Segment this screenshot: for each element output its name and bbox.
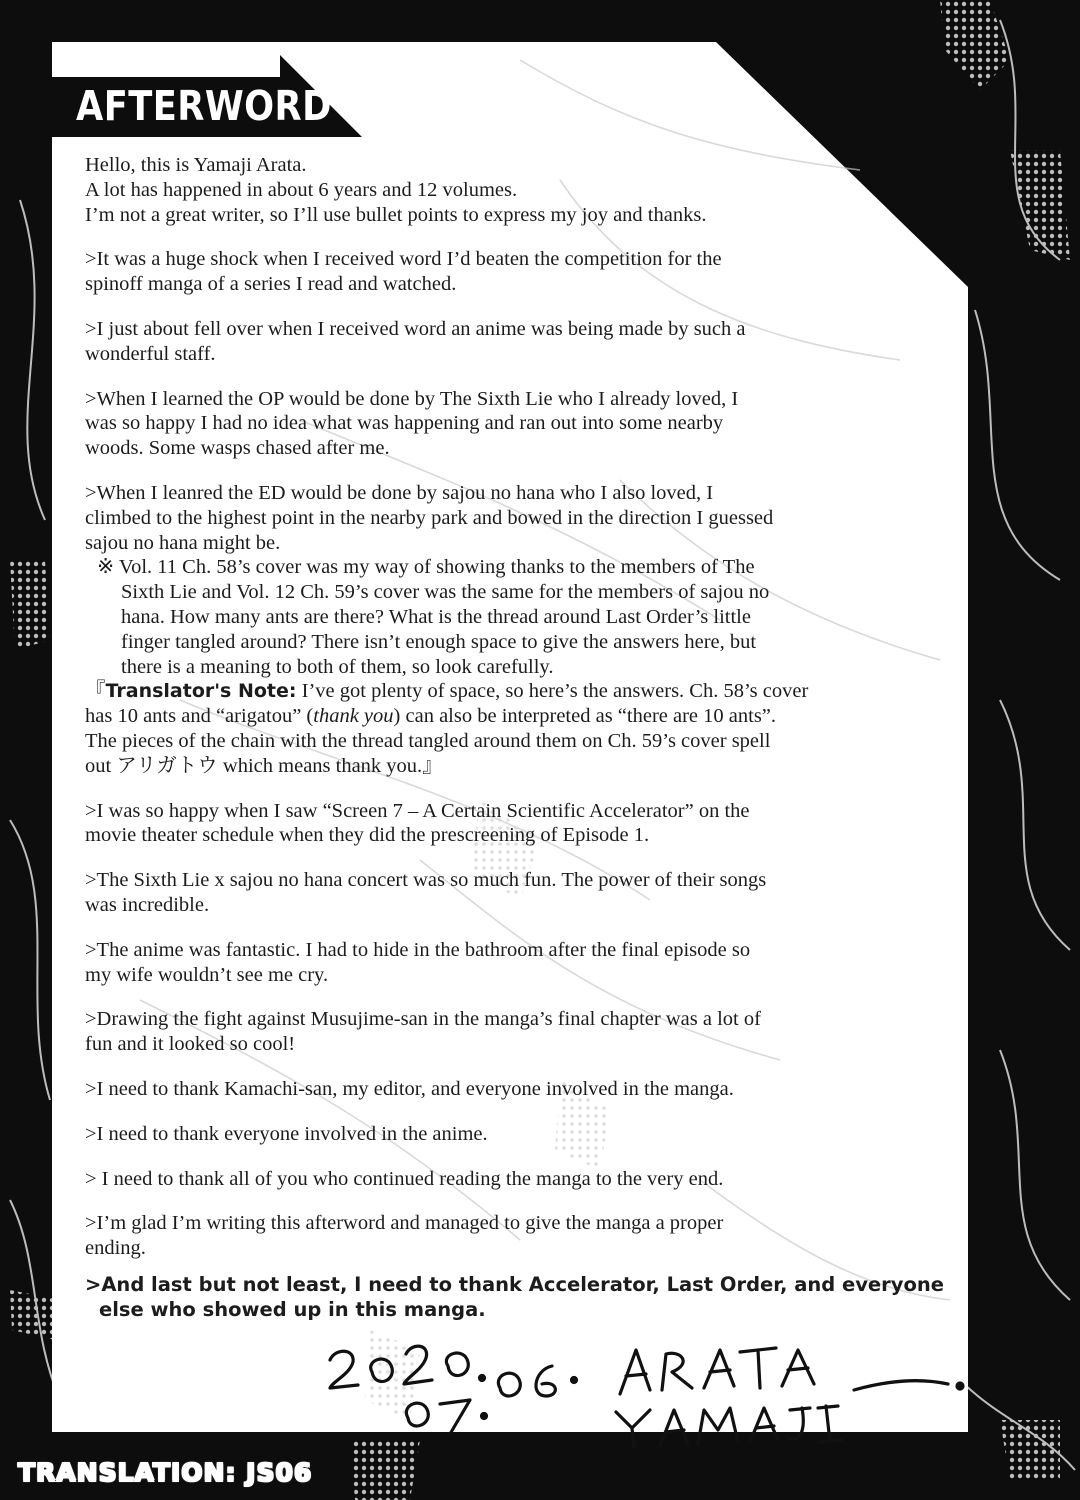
paragraph-2 <box>85 317 955 367</box>
paragraph-12 <box>85 1211 955 1261</box>
translation-credit: TRANSLATION: JS06 <box>18 1458 313 1487</box>
text-fragment: has 10 ants and “arigatou” ( <box>85 705 314 728</box>
text-line: >The anime was fantastic. I had to hide in the bathroom after the final episode so <box>85 938 751 961</box>
text-line: climbed to the highest point in the nearby park and bowed in the direction I guessed <box>85 506 774 529</box>
paragraph-6 <box>85 868 955 918</box>
text-line: finger tangled around? There isn’t enough space to give the answers here, but <box>121 630 757 653</box>
text-line: >The Sixth Lie x sajou no hana concert was so much fun. The power of their songs <box>85 869 767 892</box>
signature-text: 2020.07.06. <box>320 1330 327 1331</box>
translator-note-label: Translator's Note: <box>105 680 297 703</box>
text-line: was so happy I had no idea what was happening and ran out into some nearby <box>85 412 724 435</box>
text-line: A lot has happened in about 6 years and 12 volumes. <box>85 178 518 201</box>
text-line: >I was so happy when I saw “Screen 7 – A Certain Scientific Accelerator” on the <box>85 799 750 822</box>
text-line: >When I leanred the ED would be done by sajou no hana who I also loved, I <box>85 481 714 504</box>
text-line: The pieces of the chain with the thread tangled around them on Ch. 59’s cover spell <box>85 729 771 752</box>
paragraph-8 <box>85 1007 955 1057</box>
text-line: >I need to thank everyone involved in the anime. <box>85 1122 488 1145</box>
author-note <box>85 555 955 679</box>
text-line: >When I learned the OP would be done by The Sixth Lie who I already loved, I <box>85 387 739 410</box>
text-line: Sixth Lie and Vol. 12 Ch. 59’s cover was the same for the members of sajou no <box>121 581 770 604</box>
text-line: ending. <box>85 1237 146 1260</box>
paragraph-9 <box>85 1077 955 1102</box>
text-line: >And last but not least, I need to thank Accelerator, Last Order, and everyone <box>85 1272 944 1296</box>
text-line: >I just about fell over when I received word an anime was being made by such a <box>85 317 746 340</box>
paragraph-7 <box>85 938 955 988</box>
translator-note <box>85 679 955 778</box>
paragraph-5 <box>85 799 955 849</box>
paragraph-3 <box>85 387 955 461</box>
afterword-body <box>85 153 955 1342</box>
text-line: Hello, this is Yamaji Arata. <box>85 154 307 176</box>
text-line: woods. Some wasps chased after me. <box>85 437 390 460</box>
text-line: fun and it looked so cool! <box>85 1033 296 1056</box>
text-fragment: ) can also be interpreted as “there are 10 ants”. <box>393 705 777 728</box>
text-line: I’m not a great writer, so I’ll use bullet points to express my joy and thanks. <box>85 203 707 226</box>
text-line <box>85 704 955 729</box>
text-line: movie theater schedule when they did the prescreening of Episode 1. <box>85 824 650 847</box>
page-title: AFTERWORD <box>76 82 332 130</box>
text-line: ※ Vol. 11 Ch. 58’s cover was my way of showing thanks to the members of The <box>97 556 755 579</box>
text-line: >I’m glad I’m writing this afterword and managed to give the manga a proper <box>85 1212 724 1235</box>
paragraph-10 <box>85 1122 955 1147</box>
text-line: >Drawing the fight against Musujime-san in the manga’s final chapter was a lot of <box>85 1008 761 1031</box>
text-line: spinoff manga of a series I read and watched. <box>85 273 457 296</box>
paragraph-4 <box>85 481 955 555</box>
text-line: there is a meaning to both of them, so look carefully. <box>121 655 554 678</box>
text-line: out アリガトウ which means thank you.』 <box>85 754 443 777</box>
text-line: else who showed up in this manga. <box>99 1297 486 1321</box>
text-line: hana. How many ants are there? What is the thread around Last Order’s little <box>121 605 751 628</box>
text-line: was incredible. <box>85 893 210 916</box>
text-line: >I need to thank Kamachi-san, my editor, and everyone involved in the manga. <box>85 1077 734 1100</box>
final-paragraph <box>85 1273 955 1323</box>
text-line: wonderful staff. <box>85 342 216 365</box>
paragraph-11 <box>85 1167 955 1192</box>
text-line: my wife wouldn’t see me cry. <box>85 963 329 986</box>
text-line: sajou no hana might be. <box>85 531 281 554</box>
handwritten-signature <box>320 1330 970 1450</box>
italic-text: thank you <box>313 705 394 728</box>
text-fragment: out アリガトウ which means thank you. <box>85 754 423 777</box>
text-line: I’ve got plenty of space, so here’s the answers. Ch. 58’s cover <box>301 680 809 703</box>
paragraph-1 <box>85 247 955 297</box>
text-line: 『Translator's Note: I’ve got plenty of space, so here’s the answers. Ch. 58’s cover <box>85 680 809 703</box>
text-line: >It was a huge shock when I received word I’d beaten the competition for the <box>85 248 722 271</box>
intro-paragraph <box>85 153 955 227</box>
text-line: > I need to thank all of you who continued reading the manga to the very end. <box>85 1167 724 1190</box>
